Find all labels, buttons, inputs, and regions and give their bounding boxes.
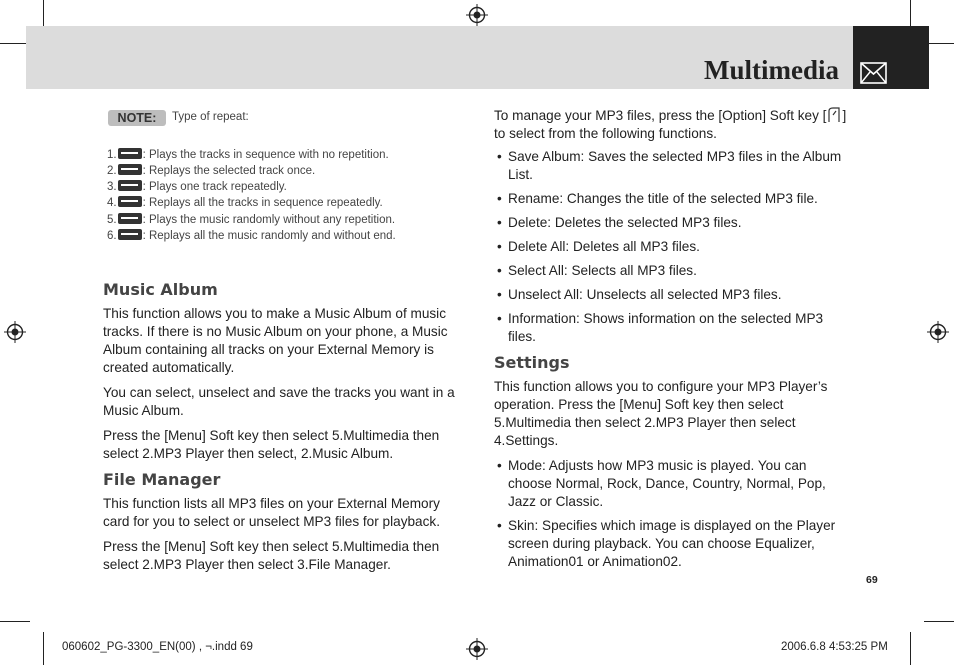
crop-mark [0, 43, 26, 44]
repeat-number: 3. [107, 181, 117, 193]
footer-timestamp: 2006.6.8 4:53:25 PM [781, 641, 888, 653]
paragraph: Press the [Menu] Soft key then select 5.Multimedia then select 2.MP3 Player then select, 2.Music Album. [103, 428, 440, 461]
repeat-option [107, 148, 389, 163]
repeat-number: 6. [107, 230, 117, 242]
crop-mark [910, 632, 911, 665]
paragraph: Press the [Menu] Soft key then select 5.Multimedia then select 2.MP3 Player then select 3.File Manager. [103, 539, 440, 572]
repeat-description: : Plays the music randomly without any repetition. [142, 214, 396, 226]
repeat-number: 5. [107, 214, 117, 226]
option-item: • Delete: Deletes the selected MP3 files. [494, 214, 854, 232]
paragraph: This function allows you to configure your MP3 Player’s operation. Press the [Menu] Soft key then select 5.Multimedia then select 2.MP3 Player then select 4.Settings. [494, 379, 828, 448]
note-text: Type of repeat: [172, 111, 249, 123]
settings-item: • Mode: Adjusts how MP3 music is played. You can choose Normal, Rock, Dance, Country, Normal, Pop, Jazz or Classic. [494, 457, 854, 511]
registration-mark-icon [466, 4, 488, 26]
soft-key-icon [826, 107, 842, 123]
registration-mark-icon [4, 321, 26, 343]
crop-mark [43, 632, 44, 665]
repeat-description: : Replays the selected track once. [142, 165, 316, 177]
left-column [103, 281, 455, 581]
note-badge: NOTE: [108, 110, 166, 126]
crop-mark [43, 0, 44, 26]
shuffle-repeat-icon [118, 229, 142, 240]
repeat-description: : Plays one track repeatedly. [142, 181, 287, 193]
footer-file-info: 060602_PG-3300_EN(00) , ¬.indd 69 [62, 641, 253, 653]
paragraph: This function allows you to make a Music Album of music tracks. If there is no Music Album on your phone, a Music Album containing all tracks on your External Memory is created automatically. [103, 306, 448, 375]
right-column [494, 107, 854, 577]
option-item: • Save Album: Saves the selected MP3 files in the Album List. [494, 148, 854, 184]
section-heading: Settings [494, 353, 570, 372]
repeat-number: 2. [107, 165, 117, 177]
repeat-description: : Replays all the music randomly and without end. [142, 230, 396, 242]
section-heading: File Manager [103, 470, 221, 489]
repeat-option [107, 196, 383, 211]
repeat-description: : Plays the tracks in sequence with no repetition. [142, 149, 389, 161]
repeat-number: 1. [107, 149, 117, 161]
mail-icon [860, 62, 887, 84]
repeat-once-icon [118, 164, 142, 175]
repeat-all-icon [118, 196, 142, 207]
repeat-description: : Replays all the tracks in sequence repeatedly. [142, 197, 383, 209]
intro-paragraph [494, 107, 854, 143]
repeat-option [107, 213, 395, 228]
intro-text: To manage your MP3 files, press the [Option] Soft key [ [494, 108, 827, 123]
repeat-off-icon [118, 148, 142, 159]
intro-text: ] to select from the following functions. [494, 108, 847, 141]
repeat-number: 4. [107, 197, 117, 209]
crop-mark [928, 43, 954, 44]
registration-mark-icon [466, 638, 488, 660]
crop-mark [924, 621, 954, 622]
page-number: 69 [866, 574, 878, 586]
paragraph: You can select, unselect and save the tracks you want in a Music Album. [103, 385, 455, 418]
option-item: • Rename: Changes the title of the selected MP3 file. [494, 190, 854, 208]
repeat-one-icon [118, 180, 142, 191]
registration-mark-icon [927, 321, 949, 343]
paragraph: This function lists all MP3 files on your External Memory card for you to select or unselect MP3 files for playback. [103, 496, 440, 529]
section-heading: Music Album [103, 280, 218, 299]
option-item: • Select All: Selects all MP3 files. [494, 262, 854, 280]
crop-mark [0, 621, 30, 622]
option-item: • Delete All: Deletes all MP3 files. [494, 238, 854, 256]
repeat-option [107, 229, 396, 244]
repeat-option [107, 164, 315, 179]
shuffle-icon [118, 213, 142, 224]
page-title: Multimedia [704, 55, 839, 85]
repeat-option [107, 180, 287, 195]
option-item: • Information: Shows information on the selected MP3 files. [494, 310, 854, 346]
crop-mark [910, 0, 911, 26]
option-item: • Unselect All: Unselects all selected MP3 files. [494, 286, 854, 304]
settings-item: • Skin: Specifies which image is displayed on the Player screen during playback. You can choose Equalizer, Animation01 or Animation02. [494, 517, 854, 571]
